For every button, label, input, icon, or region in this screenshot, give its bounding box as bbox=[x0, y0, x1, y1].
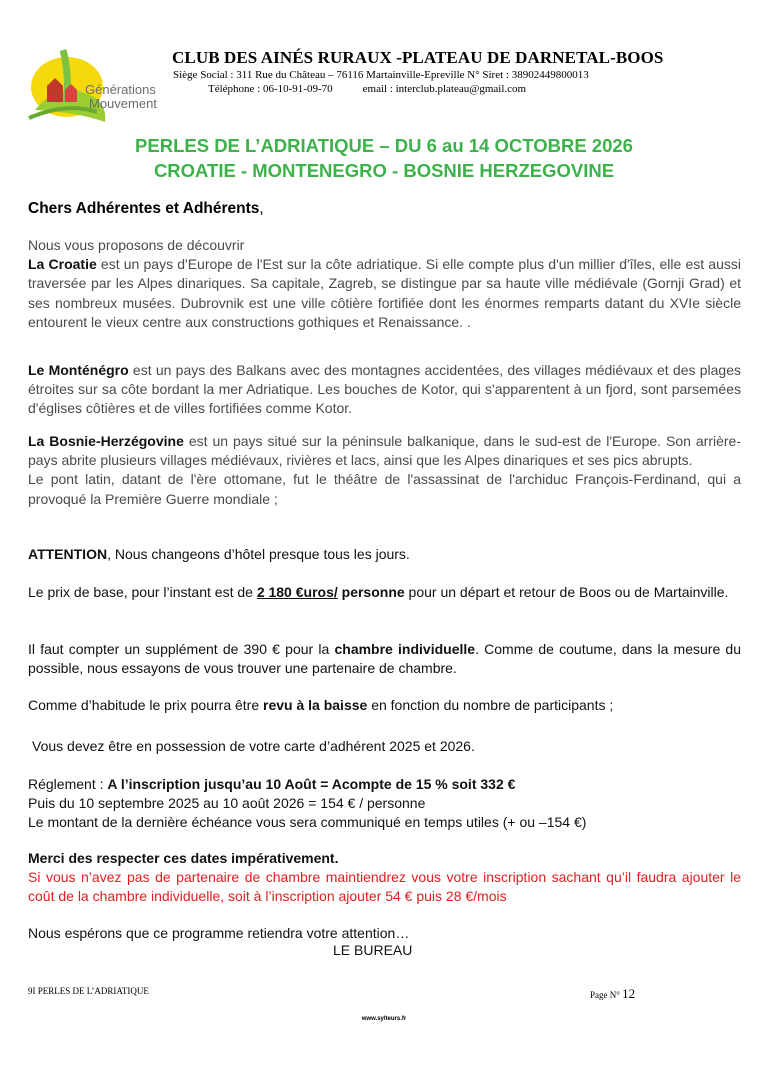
revision-before: Comme d’habitude le prix pourra être bbox=[28, 697, 264, 713]
bosnie-name: La Bosnie-Herzégovine bbox=[28, 433, 184, 449]
attention-text: , Nous changeons d’hôtel presque tous les jours. bbox=[107, 546, 410, 562]
payment-installments: Puis du 10 septembre 2025 au 10 août 2026 = 154 € / personne bbox=[28, 795, 426, 812]
page-number bbox=[590, 986, 635, 1002]
closing-line: Nous espérons que ce programme retiendra votre attention… bbox=[28, 925, 410, 941]
supplement-after: . Comme de coutume, dans la mesure du possible, nous essayons de vous trouver une partenaire de chambre. bbox=[28, 641, 742, 677]
croatie-name: La Croatie bbox=[28, 256, 97, 273]
club-address: Siège Social : 311 Rue du Château – 76116 Martainville-Epreville N° Siret : 38902449800013 bbox=[173, 69, 589, 81]
croatie-text: est un pays d'Europe de l'Est sur la côte adriatique. Si elle compte plus d'un millier d'îles, elle est aussi traversée par les Alpes dinariques. Sa capitale, Zagreb, se distingue par sa haute ville médiévale (Gornji Grad) et ses nombreux musées. Dubrovnik est une ville côtière fortifiée dont les énormes remparts datant du XVIe siècle entourent le vieux centre aux constructions gothiques et Renaissance. . bbox=[28, 256, 741, 330]
payment-label: Réglement : bbox=[28, 776, 108, 792]
montenegro-text: est un pays des Balkans avec des montagnes accidentées, des villages médiévaux et des plages étroites sur sa côte bordant la mer Adriatique. Les bouches de Kotor, qui s'apparentent à un fjord, sont parsemées d'églises côtières et de villes fortifiées comme Kotor. bbox=[28, 362, 741, 417]
paragraph-montenegro bbox=[28, 361, 741, 419]
generations-mouvement-logo bbox=[27, 42, 177, 132]
trip-titles bbox=[0, 133, 768, 183]
price-after: pour un départ et retour de Boos ou de Martainville. bbox=[404, 584, 729, 600]
trip-title: PERLES DE L’ADRIATIQUE – DU 6 au 14 OCTOBRE 2026 bbox=[135, 135, 633, 156]
club-email: email : interclub.plateau@gmail.com bbox=[362, 83, 527, 95]
supplement-bold: chambre individuelle bbox=[334, 641, 476, 657]
attention-label: ATTENTION bbox=[28, 546, 108, 562]
revision-bold: revu à la baisse bbox=[263, 697, 368, 713]
payment-paragraph bbox=[28, 775, 741, 833]
attention-line bbox=[28, 545, 741, 564]
payment-last: Le montant de la dernière échéance vous sera communiqué en temps utiles (+ ou –154 €) bbox=[28, 814, 587, 831]
single-room-warning: Si vous n’avez pas de partenaire de chambre maintiendrez vous votre inscription sachant qu’il faudra ajouter le coût de la chambre individuelle, soit à l’inscription ajouter 54 € puis 28 €/mois bbox=[28, 869, 741, 905]
deadline-paragraph bbox=[28, 849, 741, 907]
intro-line: Nous vous proposons de découvrir bbox=[28, 237, 245, 253]
supplement-paragraph bbox=[28, 640, 741, 678]
revision-paragraph bbox=[28, 696, 741, 715]
price-amount: 2 180 €uros/ bbox=[256, 584, 338, 600]
club-phone: Téléphone : 06-10-91-09-70 bbox=[208, 83, 333, 95]
membership-card-line: Vous devez être en possession de votre carte d’adhérent 2025 et 2026. bbox=[32, 738, 475, 754]
paragraph-bosnie bbox=[28, 432, 741, 509]
logo-text-generations: Générations bbox=[85, 82, 156, 97]
payment-deposit: A l’inscription jusqu’au 10 Août = Acompte de 15 % soit 332 € bbox=[107, 776, 516, 792]
club-contact bbox=[208, 83, 526, 95]
trip-countries: CROATIE - MONTENEGRO - BOSNIE HERZEGOVINE bbox=[153, 160, 615, 181]
page-number-value: 12 bbox=[622, 986, 636, 1001]
page-label: Page N° bbox=[590, 990, 623, 1000]
bosnie-text: est un pays situé sur la péninsule balkanique, dans le sud-est de l'Europe. Son arrière-pays abrite plusieurs villages médiévaux, rivières et lacs, ainsi que les Alpes dinariques et ses pics abrupts. bbox=[28, 433, 741, 469]
salutation-comma: , bbox=[259, 200, 264, 217]
deadline-bold: Merci des respecter ces dates impérativement. bbox=[28, 850, 339, 866]
logo-text-mouvement: Mouvement bbox=[89, 96, 157, 111]
price-unit: personne bbox=[337, 584, 405, 600]
bosnie-extra: Le pont latin, datant de l'ère ottomane, fut le théâtre de l'assassinat de l'archiduc François-Ferdinand, qui a provoqué la Première Guerre mondiale ; bbox=[28, 471, 741, 507]
price-paragraph bbox=[28, 583, 741, 602]
salutation-bold: Chers Adhérentes et Adhérents bbox=[28, 200, 260, 217]
salutation bbox=[28, 200, 264, 218]
montenegro-name: Le Monténégro bbox=[28, 362, 129, 378]
signature: LE BUREAU bbox=[333, 942, 413, 958]
price-before: Le prix de base, pour l’instant est de bbox=[28, 584, 257, 600]
paragraph-croatie bbox=[28, 236, 741, 332]
revision-after: en fonction du nombre de participants ; bbox=[367, 697, 614, 713]
supplement-before: Il faut compter un supplément de 390 € pour la bbox=[28, 641, 335, 657]
footer-reference: 9I PERLES DE L’ADRIATIQUE bbox=[28, 986, 149, 996]
club-name: CLUB DES AINÉS RURAUX -PLATEAU DE DARNETAL-BOOS bbox=[172, 48, 664, 67]
footer-website: www.sylteurs.fr bbox=[361, 1016, 407, 1022]
